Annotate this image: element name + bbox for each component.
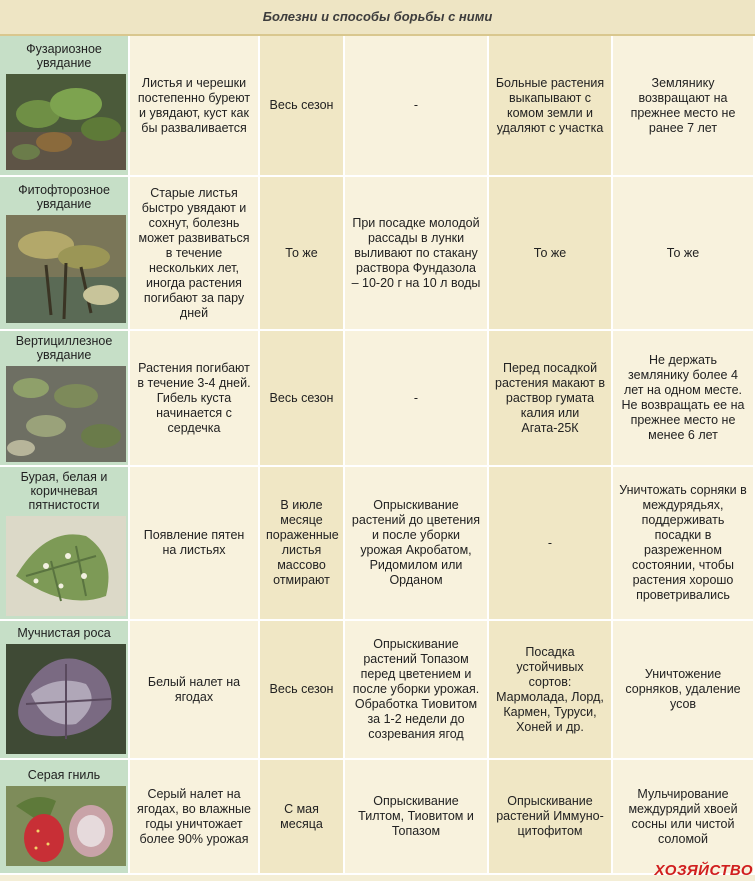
period-cell: Весь сезон: [260, 331, 345, 467]
table-row: [0, 331, 755, 467]
table-row: [0, 36, 755, 177]
disease-name: Бурая, белая и коричневая пятнистости: [20, 470, 108, 512]
chemical-control-cell: -: [345, 331, 489, 467]
fusarium-photo: [6, 74, 126, 170]
agro-measures-cell: -: [489, 467, 613, 621]
period-cell: Весь сезон: [260, 36, 345, 177]
symptoms-cell: Серый налет на ягодах, во влажные годы уничтожает более 90% урожая: [130, 760, 260, 875]
agro-measures-cell: Посадка устойчивых сортов: Мармолада, Лорд, Кармен, Туруси, Хоней и др.: [489, 621, 613, 760]
leaf-spot-photo: [6, 516, 126, 616]
chemical-control-cell: Опрыскивание растений Топазом перед цветением и после уборки урожая. Обработка Тиовитом за 1-2 недели до созревания ягод: [345, 621, 489, 760]
symptoms-cell: Листья и черешки постепенно буреют и увядают, куст как бы разваливается: [130, 36, 260, 177]
table-title: Болезни и способы борьбы с ними: [0, 0, 755, 36]
table-row: [0, 177, 755, 331]
disease-name-cell: [0, 467, 130, 621]
period-cell: В июле месяце пораженные листья массово отмирают: [260, 467, 345, 621]
disease-name: Фузариозное увядание: [26, 41, 102, 70]
prevention-cell: Уничтожать сорняки в междурядьях, поддерживать посадки в разреженном состоянии, чтобы растения хорошо проветривались: [613, 467, 755, 621]
prevention-cell: Землянику возвращают на прежнее место не ранее 7 лет: [613, 36, 755, 177]
chemical-control-cell: Опрыскивание растений до цветения и после уборки урожая Акробатом, Ридомилом или Орданом: [345, 467, 489, 621]
gray-mold-photo: [6, 786, 126, 866]
disease-name-cell: [0, 621, 130, 760]
phytophthora-photo: [6, 215, 126, 323]
prevention-cell: Не держать землянику более 4 лет на одном месте. Не возвращать ее на прежнее место не менее 6 лет: [613, 331, 755, 467]
verticillium-photo: [6, 366, 126, 462]
symptoms-cell: Появление пятен на листьях: [130, 467, 260, 621]
table-row: [0, 467, 755, 621]
period-cell: То же: [260, 177, 345, 331]
agro-measures-cell: Больные растения выкапывают с комом земли и удаляют с участка: [489, 36, 613, 177]
chemical-control-cell: -: [345, 36, 489, 177]
disease-name-cell: [0, 177, 130, 331]
prevention-cell: То же: [613, 177, 755, 331]
period-cell: Весь сезон: [260, 621, 345, 760]
disease-name-cell: [0, 36, 130, 177]
agro-measures-cell: Перед посадкой растения макают в раствор гумата калия или Агата-25К: [489, 331, 613, 467]
symptoms-cell: Белый налет на ягодах: [130, 621, 260, 760]
agro-measures-cell: То же: [489, 177, 613, 331]
table-row: [0, 760, 755, 875]
chemical-control-cell: Опрыскивание Тилтом, Тиовитом и Топазом: [345, 760, 489, 875]
table-row: [0, 621, 755, 760]
prevention-cell: Уничтожение сорняков, удаление усов: [613, 621, 755, 760]
publisher-logo: ХОЗЯЙСТВО: [654, 862, 753, 879]
diseases-table: [0, 36, 755, 875]
symptoms-cell: Растения погибают в течение 3-4 дней. Гибель куста начинается с сердечка: [130, 331, 260, 467]
disease-name-cell: [0, 331, 130, 467]
disease-name-cell: [0, 760, 130, 875]
agro-measures-cell: Опрыскивание растений Иммуно-цитофитом: [489, 760, 613, 875]
disease-name: Фитофторозное увядание: [18, 183, 110, 211]
powdery-mildew-photo: [6, 644, 126, 754]
period-cell: С мая месяца: [260, 760, 345, 875]
prevention-cell: Мульчирование междурядий хвоей сосны или чистой соломой: [613, 760, 755, 875]
disease-name: Мучнистая роса: [17, 625, 111, 640]
disease-name: Вертициллезное увядание: [15, 334, 113, 362]
chemical-control-cell: При посадке молодой рассады в лунки выливают по стакану раствора Фундазола – 10-20 г на 10 л воды: [345, 177, 489, 331]
symptoms-cell: Старые листья быстро увядают и сохнут, болезнь может развиваться в течение нескольких лет, иногда растения погибают за пару дней: [130, 177, 260, 331]
disease-name: Серая гниль: [27, 767, 101, 782]
